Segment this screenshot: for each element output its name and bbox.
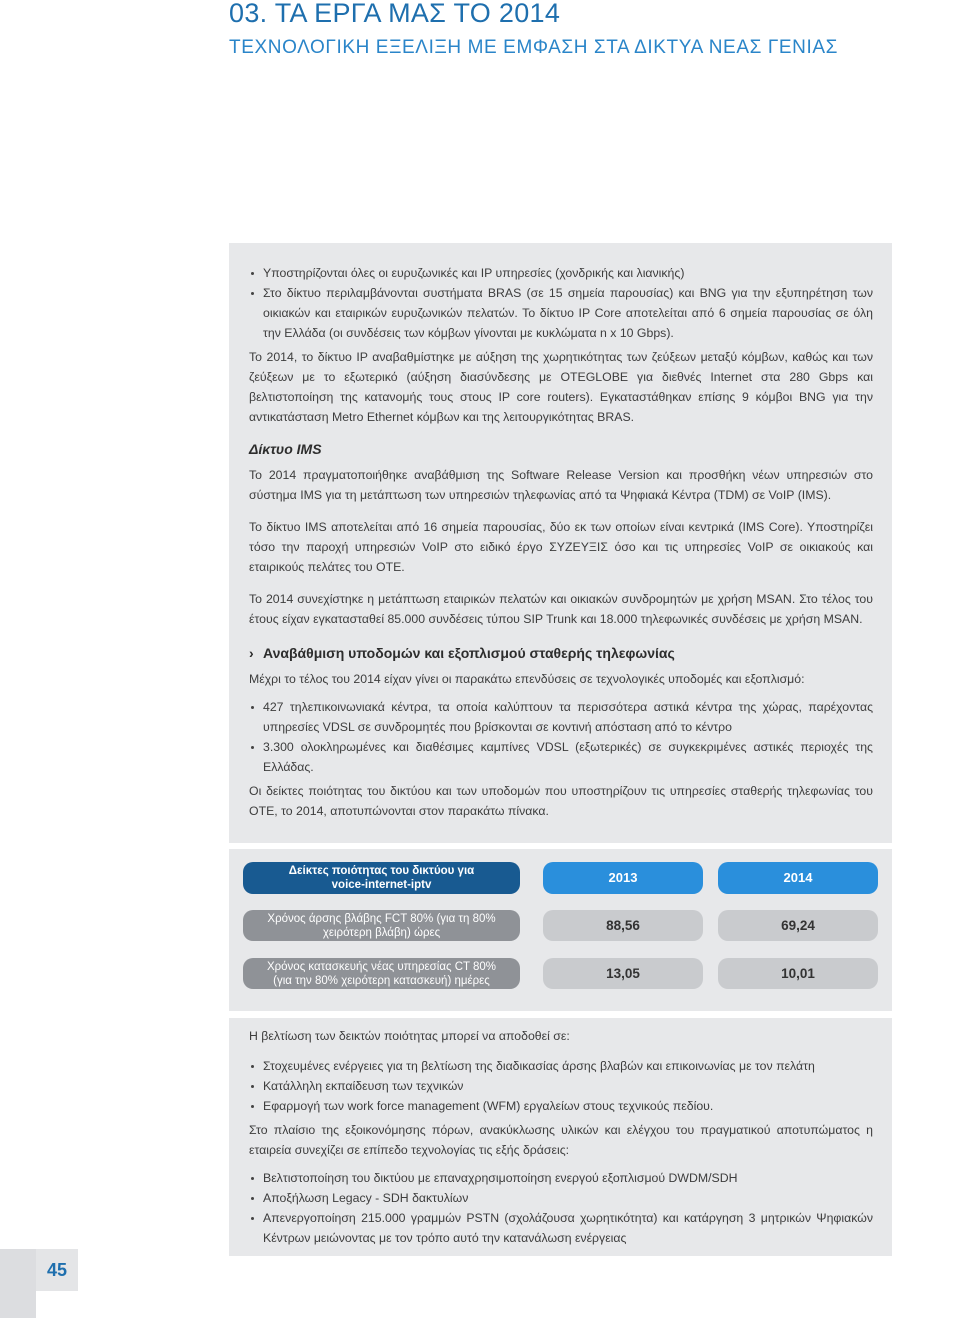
improvement-intro: Η βελτίωση των δεικτών ποιότητας μπορεί να αποδοθεί σε:: [249, 1029, 570, 1043]
content-panel-bottom: [229, 1018, 892, 1256]
list-item: Υποστηρίζονται όλες οι ευρυζωνικές και IP υπηρεσίες (χονδρικής και λιανικής): [249, 263, 873, 283]
top-bullet-list: [249, 263, 873, 343]
improvement-bullet-list: [249, 1056, 873, 1116]
row-label-line1: Χρόνος άρσης βλάβης FCT 80% (για τη 80%: [267, 912, 496, 925]
ims-heading: Δίκτυο IMS: [249, 441, 322, 457]
table-cell-fct-2013: 88,56: [543, 910, 703, 941]
list-item: Βελτιστοποίηση του δικτύου με επαναχρησιμοποίηση ενεργού εξοπλισμού DWDM/SDH: [249, 1168, 873, 1188]
table-row-label-fct: [243, 910, 520, 941]
table-header-label-line2: voice-internet-iptv: [331, 879, 432, 891]
page-title: 03. ΤΑ ΕΡΓΑ ΜΑΣ ΤΟ 2014: [229, 0, 561, 28]
paragraph-ims-2: Το δίκτυο IMS αποτελείται από 16 σημεία παρουσίας, δύο εκ των οποίων είναι κεντρικά (IMS Core). Υποστηρίζει τόσο την παροχή υπηρεσιών VoIP στο ειδικό έργο ΣΥΖΕΥΞΙΣ όσο και τις υπηρεσίες VoIP σε οικιακούς και εταιρικούς πελάτες του ΟΤΕ.: [249, 520, 873, 574]
chevron-right-icon: ›: [249, 645, 254, 661]
page-number-strip: [0, 1249, 36, 1318]
table-row-label-ct: [243, 958, 520, 989]
table-cell-fct-2014: 69,24: [718, 910, 878, 941]
paragraph-ims-1: Το 2014 πραγματοποιήθηκε αναβάθμιση της Software Release Version και προσθήκη νέων υπηρεσιών στο σύστημα IMS για τη μετάπτωση των υπηρεσιών τηλεφωνίας από τα Ψηφιακά Κέντρα (TDM) σε VoIP (IMS).: [249, 468, 873, 502]
table-cell-ct-2013: 13,05: [543, 958, 703, 989]
table-cell-ct-2014: 10,01: [718, 958, 878, 989]
list-item: Κατάλληλη εκπαίδευση των τεχνικών: [249, 1076, 873, 1096]
paragraph-ip-upgrade: Το 2014, το δίκτυο IP αναβαθμίστηκε με αύξηση της χωρητικότητας των ζεύξεων μεταξύ κόμβων, καθώς και των ζεύξεων με το εξωτερικό (αύξηση διασύνδεσης με OTEGLOBE για διεθνές Internet στα 280 Gbps και βελτιστοποίηση της κατανομής τους στους IP core routers). Εγκαταστάθηκαν επίσης 9 κόμβοι BNG για την αντικατάσταση Metro Ethernet κόμβων και της λειτουργικότητας BRAS.: [249, 350, 873, 424]
bottom-content: [249, 1026, 873, 1248]
list-item: Αποξήλωση Legacy - SDH δακτυλίων: [249, 1188, 873, 1208]
table-header-label: [243, 862, 520, 894]
list-item: Στοχευμένες ενέργειες για τη βελτίωση της διαδικασίας άρσης βλαβών και επικοινωνίας με τον πελάτη: [249, 1056, 873, 1076]
list-item: Εφαρμογή των work force management (WFM) εργαλείων στους τεχνικούς πεδίου.: [249, 1096, 873, 1116]
row-label-line2: (για την 80% χειρότερη κατασκευή) ημέρες: [273, 974, 490, 987]
list-item: 427 τηλεπικοινωνιακά κέντρα, τα οποία καλύπτουν τα περισσότερα αστικά κέντρα της χώρας, παρέχοντας υπηρεσίες VDSL σε συνδρομητές που βρίσκονται σε κοντινή απόσταση από το κέντρο: [249, 697, 873, 737]
top-content: [249, 263, 873, 821]
savings-paragraph: Στο πλαίσιο της εξοικονόμησης πόρων, ανακύκλωσης υλικών και ελέγχου του πραγματικού αποτυπώματος η εταιρεία συνεχίζει σε επίπεδο τεχνολογίας τις εξής δράσεις:: [249, 1123, 873, 1157]
page-subtitle: ΤΕΧΝΟΛΟΓΙΚΗ ΕΞΕΛΙΞΗ ΜΕ ΕΜΦΑΣΗ ΣΤΑ ΔΙΚΤΥΑ ΝΕΑΣ ΓΕΝΙΑΣ: [229, 37, 838, 58]
list-item: Στο δίκτυο περιλαμβάνονται συστήματα BRAS (σε 15 σημεία παρουσίας) και BNG για την εξυπηρέτηση των οικιακών και εταιρικών ευρυζωνικών πελατών. Το δίκτυο IP Core αποτελείται από 6 σημεία παρουσίας σε όλη την Ελλάδα (οι συνδέσεις των κόμβων γίνονται με κυκλώματα n x 10 Gbps).: [249, 283, 873, 343]
quality-indicators-table: [229, 849, 892, 1011]
upgrade-heading-text: Αναβάθμιση υποδομών και εξοπλισμού σταθερής τηλεφωνίας: [263, 645, 675, 661]
upgrade-intro: Μέχρι το τέλος του 2014 είχαν γίνει οι παρακάτω επενδύσεις σε τεχνολογικές υποδομές και εξοπλισμό:: [249, 672, 805, 686]
upgrade-bullet-list: [249, 697, 873, 777]
table-header-2014: 2014: [718, 862, 878, 894]
upgrade-outro: Οι δείκτες ποιότητας του δικτύου και των υποδομών που υποστηρίζουν τις υπηρεσίες σταθερής τηλεφωνίας του ΟΤΕ, το 2014, αποτυπώνονται στον παρακάτω πίνακα.: [249, 784, 873, 818]
list-item: Απενεργοποίηση 215.000 γραμμών PSTN (σχολάζουσα χωρητικότητα) και κατάργηση 3 μητρικών Ψηφιακών Κέντρων μειώνοντας με τον τρόπο αυτό την κατανάλωση ενέργειας: [249, 1208, 873, 1248]
table-header-label-line1: Δείκτες ποιότητας του δικτύου για: [288, 865, 475, 877]
savings-bullet-list: [249, 1168, 873, 1248]
list-item: 3.300 ολοκληρωμένες και διαθέσιμες καμπίνες VDSL (εξωτερικές) σε συγκεκριμένες αστικές περιοχές της Ελλάδας.: [249, 737, 873, 777]
table-header-2013: 2013: [543, 862, 703, 894]
row-label-line1: Χρόνος κατασκευής νέας υπηρεσίας CT 80%: [266, 960, 497, 973]
row-label-line2: χειρότερη βλάβη) ώρες: [322, 926, 441, 939]
paragraph-ims-3: Το 2014 συνεχίστηκε η μετάπτωση εταιρικών πελατών και οικιακών συνδρομητών με χρήση MSAN. Στο τέλος του έτους είχαν εγκατασταθεί 85.000 συνδέσεις τύπου SIP Trunk και 18.000 τηλεφωνικές συνδέσεις με χρήση MSAN.: [249, 592, 873, 626]
content-panel-top: [229, 243, 892, 843]
page-number: 45: [36, 1249, 78, 1291]
upgrade-heading: [249, 643, 873, 663]
